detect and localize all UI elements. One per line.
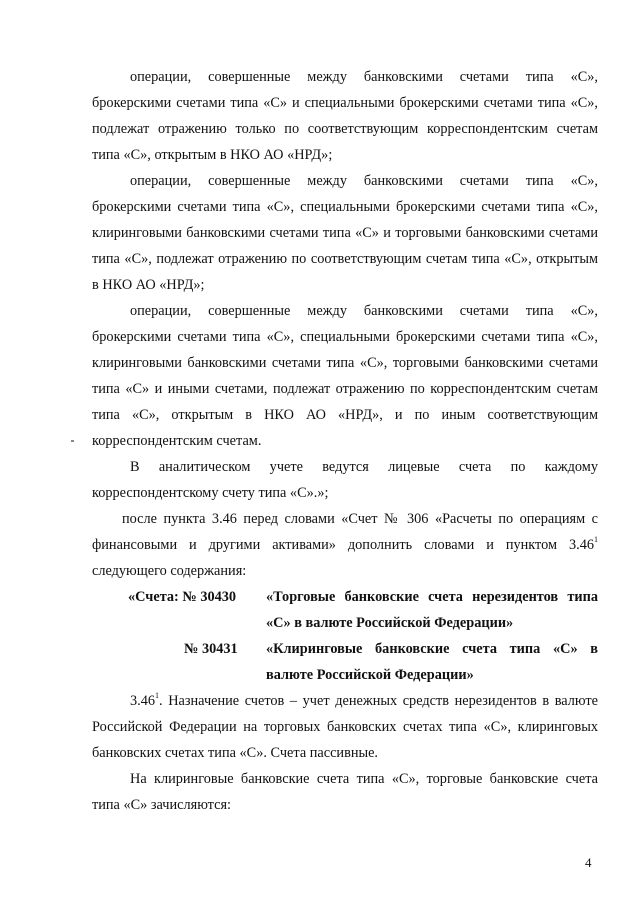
point-number: 3.46 [130,693,156,709]
paragraph-operations-2: операции, совершенные между банковскими счетами типа «С», брокерскими счетами типа «С», специальными брокерскими счетами типа «С», клиринговыми банковскими счетами типа «С» и торговыми банковскими счетами типа «С», подлежат отражению по соответствующим счетам типа «С», открытым в НКО АО «НРД»; [92,173,598,293]
page-number: 4 [585,855,592,870]
margin-mark [71,440,74,442]
account-title-30430: «Торговые банковские счета нерезидентов типа «С» в валюте Российской Федерации» [266,589,598,631]
paragraph-operations-3: операции, совершенные между банковскими счетами типа «С», брокерскими счетами типа «С», специальными брокерскими счетами типа «С», клиринговыми банковскими счетами типа «С», торговыми банковскими счетами типа «С» и иными счетами, подлежат отражению по корреспондентским счетам типа «С», открытым в НКО АО «НРД», и по иным соответствующим корреспондентским счетам. [92,303,598,449]
account-number-30431: № 30431 [184,641,238,657]
account-number-30430: «Счета: № 30430 [128,589,237,605]
paragraph-amendment-intro [92,506,598,584]
account-title-30431: «Клиринговые банковские счета типа «С» в валюте Российской Федерации» [266,641,598,683]
paragraph-analytical-accounting: В аналитическом учете ведутся лицевые счета по каждому корреспондентскому счету типа «С».»; [92,459,598,501]
paragraph-operations-1: операции, совершенные между банковскими счетами типа «С», брокерскими счетами типа «С» и специальными брокерскими счетами типа «С», подлежат отражению только по соответствующим корреспондентским счетам типа «С», открытым в НКО АО «НРД»; [92,69,598,163]
point-superscript: 1 [155,691,160,700]
amendment-intro-text: после пункта 3.46 перед словами «Счет № 306 «Расчеты по операциям с финансовыми и другими активами» дополнить словами и пунктом 3.46 [92,511,598,553]
amendment-intro-tail: следующего содержания: [92,563,247,579]
paragraph-point-3-46-1 [92,688,598,766]
paragraph-crediting: На клиринговые банковские счета типа «С», торговые банковские счета типа «С» зачисляются: [92,771,598,813]
point-text: . Назначение счетов – учет денежных средств нерезидентов в валюте Российской Федерации на торговых банковских счетах типа «С», клиринговых банковских счетах типа «С». Счета пассивные. [92,693,598,761]
amendment-intro-superscript: 1 [594,535,598,544]
